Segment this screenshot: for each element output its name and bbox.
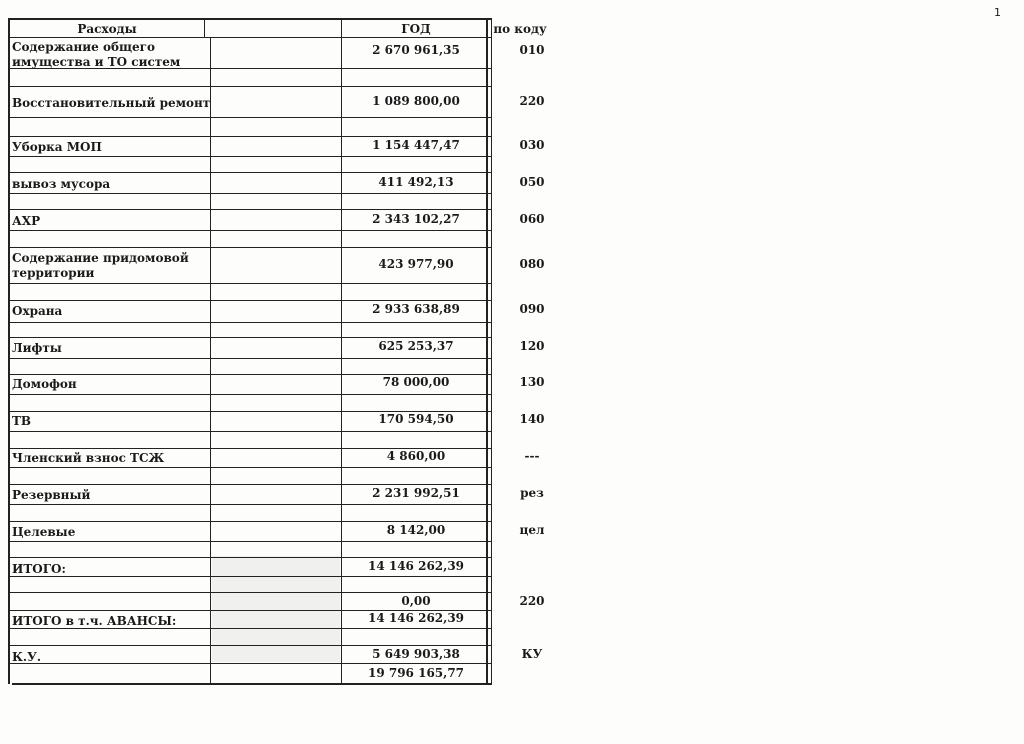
row-label: АХР xyxy=(12,214,41,228)
itogo-value: 14 146 262,39 xyxy=(367,559,465,573)
grid-row-line xyxy=(8,431,492,432)
grid-row-line xyxy=(8,156,492,157)
grid-row-line xyxy=(8,504,492,505)
row-label: Домофон xyxy=(12,377,77,391)
zero-value: 0,00 xyxy=(401,594,431,608)
grid-col-line xyxy=(341,18,342,684)
row-value: 423 977,90 xyxy=(378,257,454,271)
grid-col-line xyxy=(204,18,205,38)
row-value: 2 670 961,35 xyxy=(372,43,460,57)
row-code: 080 xyxy=(519,257,545,271)
grid-row-line xyxy=(8,467,492,468)
row-value: 78 000,00 xyxy=(382,375,450,389)
row-value: 411 492,13 xyxy=(378,175,454,189)
row-code: 140 xyxy=(519,412,545,426)
grid-row-line xyxy=(8,541,492,542)
row-code: цел xyxy=(519,523,545,537)
grid-row-line xyxy=(8,172,492,173)
grid-row-line xyxy=(8,283,492,284)
grid-row-line xyxy=(8,394,492,395)
row-value: 625 253,37 xyxy=(378,339,454,353)
row-code: рез xyxy=(520,486,544,500)
totals-shade xyxy=(212,556,340,662)
grid-bottom-line xyxy=(12,683,492,685)
header-code: по коду xyxy=(493,22,547,36)
row-label: Целевые xyxy=(12,525,76,539)
row-code: 090 xyxy=(519,302,545,316)
row-label: Уборка МОП xyxy=(12,140,102,154)
row-label: Восстановительный ремонт xyxy=(12,96,211,110)
grid-top-line xyxy=(8,18,492,20)
grid-row-line xyxy=(8,358,492,359)
row-value: 1 089 800,00 xyxy=(372,94,460,108)
ku-value: 5 649 903,38 xyxy=(372,647,460,661)
row-code: --- xyxy=(524,449,540,463)
row-value: 2 343 102,27 xyxy=(372,212,460,226)
row-label: ТВ xyxy=(12,414,32,428)
grid-row-line xyxy=(8,557,492,558)
grid-row-line xyxy=(8,592,492,593)
grid-left-line xyxy=(8,18,10,684)
grid-row-line xyxy=(8,663,492,664)
row-code: 060 xyxy=(519,212,545,226)
grid-row-line xyxy=(8,209,492,210)
row-value: 1 154 447,47 xyxy=(372,138,460,152)
grid-row-line xyxy=(8,193,492,194)
row-label: Резервный xyxy=(12,488,91,502)
grid-right-line xyxy=(491,18,492,684)
grid-row-line xyxy=(8,86,492,87)
grid-row-line xyxy=(8,484,492,485)
row-label: Содержание придомовой территории xyxy=(12,251,189,280)
grid-row-line xyxy=(8,117,492,118)
grid-col-line xyxy=(210,37,211,684)
header-expenses: Расходы xyxy=(77,22,137,36)
row-value: 2 231 992,51 xyxy=(372,486,460,500)
row-label: Лифты xyxy=(12,341,62,355)
itogo-label: ИТОГО: xyxy=(12,562,66,576)
row-code: 050 xyxy=(519,175,545,189)
grand-total-value: 19 796 165,77 xyxy=(367,666,465,680)
grid-row-line xyxy=(8,247,492,248)
ku-label: К.У. xyxy=(12,650,42,664)
grid-row-line xyxy=(8,576,492,577)
grid-row-line xyxy=(8,136,492,137)
grid-row-line xyxy=(8,337,492,338)
grid-row-line xyxy=(8,230,492,231)
row-value: 2 933 638,89 xyxy=(372,302,460,316)
row-value: 170 594,50 xyxy=(378,412,454,426)
row-label: вывоз мусора xyxy=(12,177,111,191)
grid-row-line xyxy=(8,645,492,646)
row-code: 030 xyxy=(519,138,545,152)
page-number: 1 xyxy=(994,6,1001,19)
row-value: 4 860,00 xyxy=(386,449,446,463)
itogo-avansy-value: 14 146 262,39 xyxy=(367,611,465,625)
row-value: 8 142,00 xyxy=(386,523,446,537)
grid-row-line xyxy=(8,37,492,38)
grid-row-line xyxy=(8,521,492,522)
header-year: ГОД xyxy=(401,22,431,36)
row-label: Охрана xyxy=(12,304,63,318)
row-code: 120 xyxy=(519,339,545,353)
grid-row-line xyxy=(8,300,492,301)
ku-code: КУ xyxy=(521,647,543,661)
zero-code: 220 xyxy=(519,594,545,608)
row-code: 130 xyxy=(519,375,545,389)
row-label: Содержание общего имущества и ТО систем xyxy=(12,40,181,69)
row-label: Членский взнос ТСЖ xyxy=(12,451,165,465)
row-code: 010 xyxy=(519,43,545,57)
itogo-avansy-label: ИТОГО в т.ч. АВАНСЫ: xyxy=(12,614,177,628)
row-code: 220 xyxy=(519,94,545,108)
grid-row-line xyxy=(8,322,492,323)
